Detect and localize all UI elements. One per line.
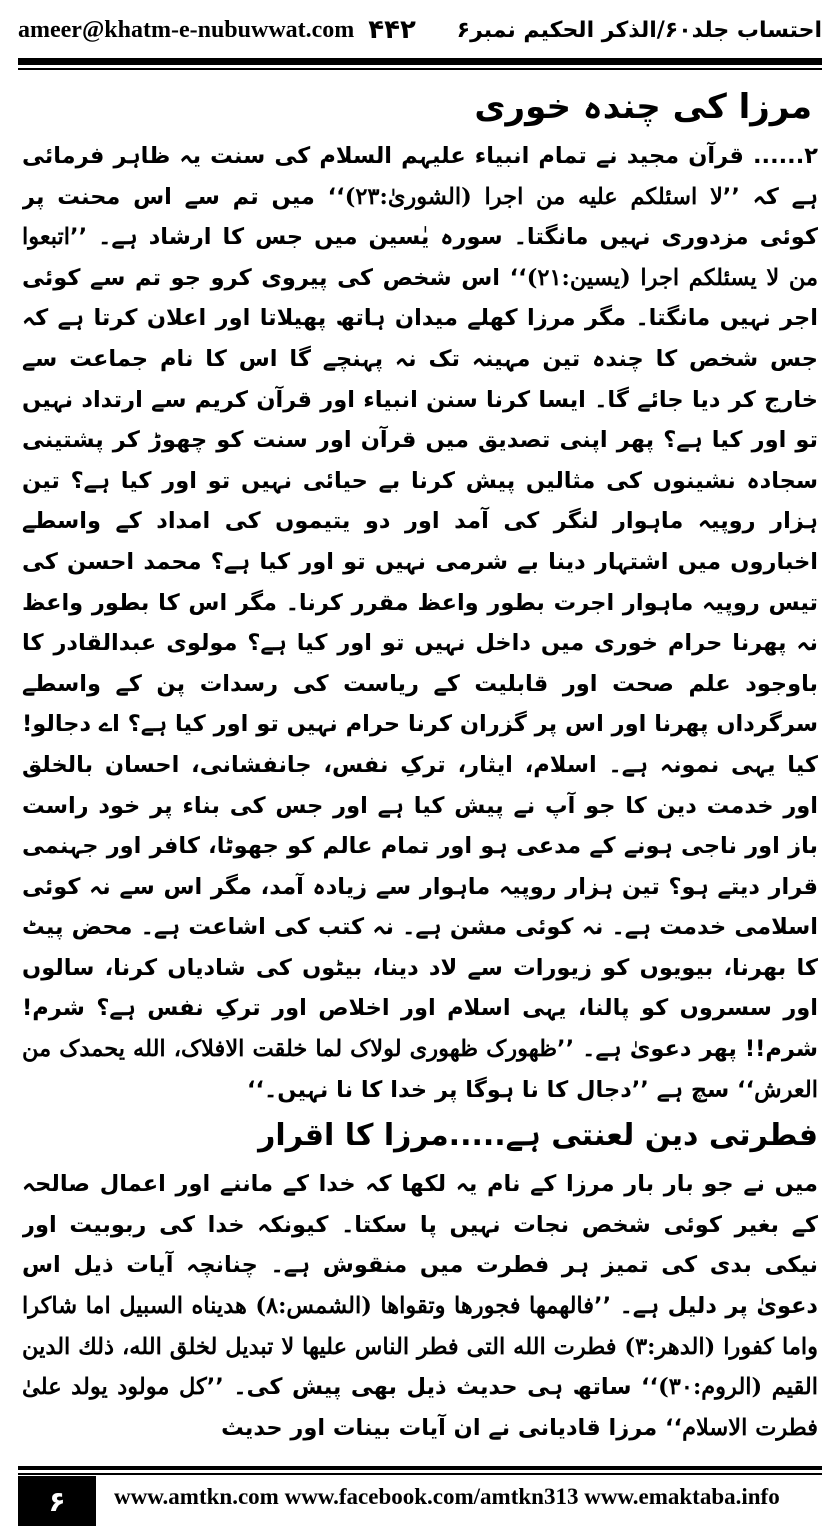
footer-rule-thin (18, 1473, 822, 1475)
para1-end: ‘‘ سچ ہے ’’دجال کا نا ہوگا پر خدا کا نا نہیں۔‘‘ (246, 1076, 755, 1103)
running-title: احتساب جلد۶۰/الذکر الحکیم نمبر۶ (456, 17, 822, 43)
para1-mid-1: ‘‘ میں تم سے اس محنت پر کوئی مزدوری نہیں مانگتا۔ سورہ یٰسین میں جس کا ارشاد ہے۔ ’’ (22, 183, 818, 251)
footer-rule-thick (18, 1466, 822, 1470)
section-subheading: فطرتی دین لعنتی ہے.....مرزا کا اقرار (258, 1118, 818, 1154)
header-rule-thick (18, 58, 822, 65)
page-footer (18, 1466, 822, 1528)
para1-quote-2: اتبعوا من لا یسئلکم اجرا (یسین:۲۱) (22, 224, 818, 291)
para2-quote-1: فالهمها فجورها وتقواها (الشمس:۸) هدیناه السبیل اما شاکرا واما کفورا (الدهر:۳) فطرت الله التی فطر الناس علیها لا تبدیل لخلق الله، ذلك الدین القیم (الروم:۳۰) (22, 1293, 818, 1401)
para2-quote-2: کل مولود یولد علیٰ فطرت الاسلام (22, 1374, 818, 1441)
header-page-number: ۴۴۲ (368, 15, 416, 45)
article-body (22, 82, 818, 1447)
footer-page-number: ۶ (18, 1476, 96, 1526)
footer-urls[interactable]: www.amtkn.com www.facebook.com/amtkn313 www.emaktaba.info (114, 1484, 780, 1509)
para1-start: ۲...... قرآن مجید نے تمام انبیاء علیہم السلام کی سنت یہ ظاہر فرمائی ہے کہ ’’ (22, 143, 818, 210)
para1-quote-1: لا اسئلکم علیه من اجرا (الشوریٰ:۲۳) (344, 183, 723, 210)
para2-end: ‘‘ مرزا قادیانی نے ان آیات بینات اور حدیث (221, 1414, 683, 1441)
header-left-group (18, 15, 416, 45)
para2-mid: ‘‘ ساتھ ہی حدیث ذیل بھی پیش کی۔ ’’ (206, 1374, 659, 1401)
paragraph-1 (22, 136, 818, 1110)
paragraph-2 (22, 1164, 818, 1447)
article-title: مرزا کی چندہ خوری (474, 87, 812, 127)
para2-start: میں نے جو بار بار مرزا کے نام یہ لکھا کہ خدا کے ماننے اور اعمال صالحہ کے بغیر کوئی شخص نجات نہیں پا سکتا۔ کیونکہ خدا کی ربوبیت اور نیکی بدی کی تمیز ہر فطرت میں منقوش ہے۔ چنانچہ آیات ذیل اس دعویٰ پر دلیل ہے۔ ’’ (22, 1171, 818, 1320)
header-email[interactable]: ameer@khatm-e-nubuwwat.com (18, 16, 355, 43)
para1-rest: ‘‘ اس شخص کی پیروی کرو جو تم سے کوئی اجر نہیں مانگتا۔ مگر مرزا کھلے میدان ہاتھ پھیلاتا اور اعلان کرتا ہے کہ جس شخص کا چندہ تین مہینہ تک نہ پہنچے گا اس کا نام جماعت سے خارج کر دیا جائے گا۔ ایسا کرنا سنن انبیاء اور قرآن کریم سے ارتداد نہیں تو اور کیا ہے؟ پھر اپنی تصدیق میں قرآن اور سنت کو چھوڑ کر پشتینی سجادہ نشینوں کی مثالیں پیش کرنا بے حیائی نہیں تو اور کیا ہے؟ تین ہزار روپیہ ماہوار لنگر کی آمد اور دو یتیموں کی امداد کے واسطے اخباروں میں اشتہار دینا بے شرمی نہیں تو اور کیا ہے؟ محمد احسن کی تیس روپیہ ماہوار اجرت بطور واعظ مقرر کرنا۔ مگر اس کا بطور واعظ نہ پھرنا حرام خوری میں داخل نہیں تو اور کیا ہے؟ مولوی عبدالقادر کا باوجود علم صحت اور قابلیت کے ریاست کی رسدات پن کے واسطے سرگرداں پھرنا اور اس پر گزران کرنا حرام نہیں تو اور کیا ہے؟ اے دجالو! کیا یہی نمونہ ہے۔ اسلام، ایثار، ترکِ نفس، جانفشانی، احسان بالخلق اور خدمت دین کا جو آپ نے پیش کیا ہے اور جس کی بناء پر خود راست باز اور ناجی ہونے کے مدعی ہو اور تمام عالم کو جھوٹا، کافر اور جہنمی قرار دیتے ہو؟ تین ہزار روپیہ ماہوار سے زیادہ آمد، مگر اس سے نہ کوئی اسلامی خدمت ہے۔ نہ کوئی مشن ہے۔ نہ کتب کی اشاعت ہے۔ محض پیٹ کا بھرنا، بیویوں کو زیورات سے لاد دینا، بیٹوں کی شادیاں کرنا، سالوں اور سسروں کو پالنا، یہی اسلام اور اخلاص اور ترکِ نفس ہے؟ شرم! شرم!! پھر دعویٰ ہے۔ ’’ (22, 264, 818, 1063)
page-header (18, 8, 822, 52)
para1-quote-3: ظهورک ظهوری لولاک لما خلقت الافلاک، الله یحمدک من العرش (22, 1036, 818, 1103)
header-rule-thin (18, 68, 822, 70)
